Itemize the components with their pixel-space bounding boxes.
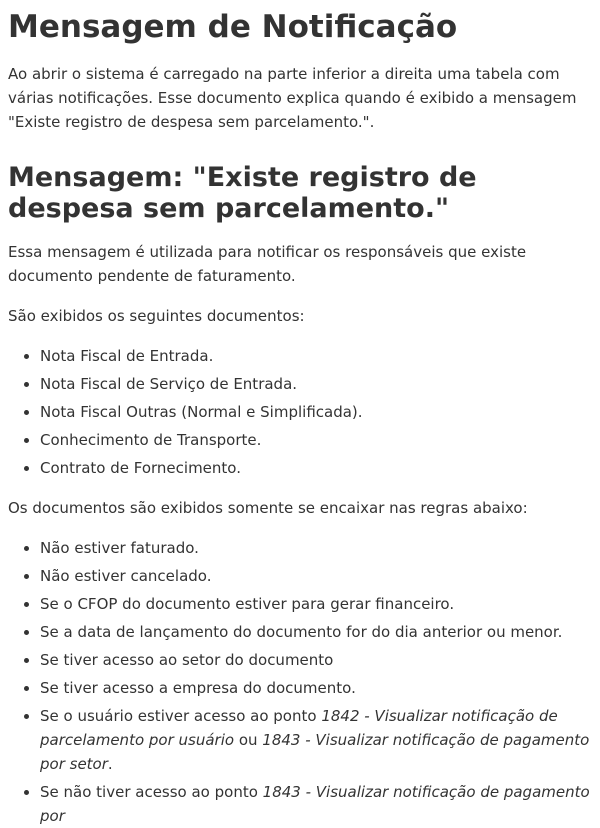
list-item: • Se tiver acesso a empresa do documento. (40, 676, 592, 700)
access-point-1842: 1842 - Visualizar notificação de parcelamento por usuário (40, 707, 558, 749)
access-point-1843: 1843 - Visualizar notificação de pagamento por (40, 783, 590, 825)
list-item: • Contrato de Fornecimento. (40, 456, 592, 480)
list-item: • Conhecimento de Transporte. (40, 428, 592, 452)
list-item: • Se a data de lançamento do documento for do dia anterior ou menor. (40, 620, 592, 644)
document-page (0, 9, 600, 828)
intro-paragraph: Ao abrir o sistema é carregado na parte inferior a direita uma tabela com várias notificações. Esse documento explica quando é exibido a mensagem "Existe registro de despesa sem parcelamento.". (8, 65, 577, 131)
rule-text: Se o usuário estiver acesso ao ponto (40, 707, 322, 725)
section-description: Essa mensagem é utilizada para notificar os responsáveis que existe documento pendente de faturamento. (8, 243, 527, 285)
access-point-1843: 1843 - Visualizar notificação de pagamento por setor (40, 731, 590, 773)
list-item-access-point (40, 704, 592, 776)
list-item-no-access-point (40, 780, 592, 828)
rules-intro: Os documentos são exibidos somente se encaixar nas regras abaixo: (8, 499, 528, 517)
list-item: • Nota Fiscal Outras (Normal e Simplificada). (40, 400, 592, 424)
list-item: • Se o CFOP do documento estiver para gerar financeiro. (40, 592, 592, 616)
documents-intro: São exibidos os seguintes documentos: (8, 307, 305, 325)
list-item: • Se tiver acesso ao setor do documento (40, 648, 592, 672)
list-item: • Nota Fiscal de Serviço de Entrada. (40, 372, 592, 396)
rule-connector: ou (234, 731, 263, 749)
list-item: • Nota Fiscal de Entrada. (40, 344, 592, 368)
section-heading: Mensagem: "Existe registro de despesa sem parcelamento." (8, 162, 477, 224)
page-title: Mensagem de Notificação (8, 9, 458, 45)
rule-text: Se não tiver acesso ao ponto (40, 783, 263, 801)
rule-suffix: . (107, 755, 113, 773)
rules-list (8, 536, 592, 828)
list-item: • Não estiver cancelado. (40, 564, 592, 588)
documents-list (8, 344, 592, 480)
list-item: • Não estiver faturado. (40, 536, 592, 560)
